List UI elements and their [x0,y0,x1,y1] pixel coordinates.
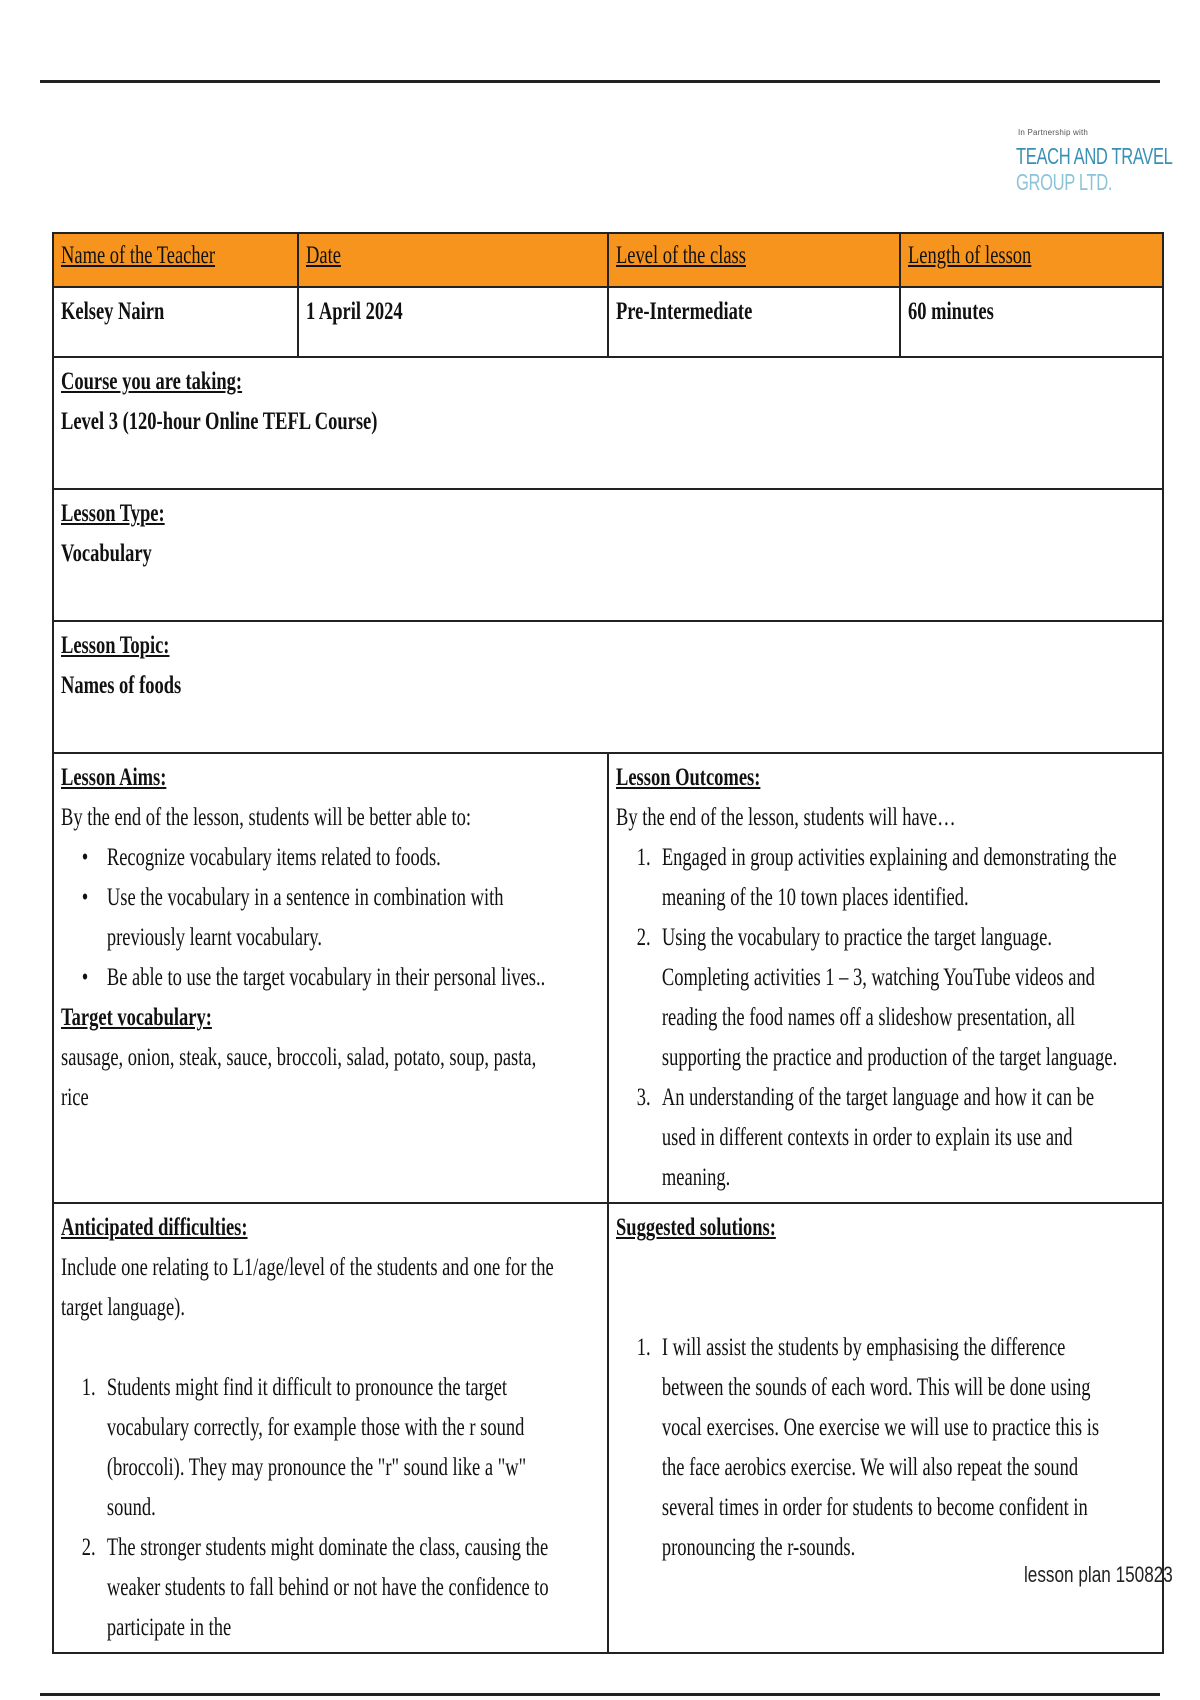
length-header-cell [900,233,1163,287]
date-cell [298,287,608,357]
course-value: Level 3 (120-hour Online TEFL Course) [61,408,378,435]
teacher-name: Kelsey Nairn [61,298,165,325]
course-cell [53,357,1163,489]
solutions-spacer [616,1288,1119,1328]
top-rule [40,80,1160,83]
difficulties-spacer [61,1328,564,1368]
aims-block [61,758,564,1118]
lesson-plan-table [52,232,1164,1654]
lesson-date: 1 April 2024 [306,298,403,325]
aims-list [61,838,564,998]
lesson-type-row [53,489,1163,621]
level-cell [608,287,900,357]
aims-intro: By the end of the lesson, students will be better able to: [61,804,472,831]
lesson-topic-value: Names of foods [61,672,182,699]
aims-item: • Use the vocabulary in a sentence in combination with previously learnt vocabulary. [107,878,564,958]
solutions-list [616,1328,1119,1568]
teacher-header-cell [53,233,298,287]
course-row [53,357,1163,489]
lesson-topic-row [53,621,1163,753]
date-header: Date [306,242,341,269]
lesson-topic-label: Lesson Topic: [61,632,170,659]
bottom-rule [40,1693,1160,1696]
difficulties-list [61,1368,564,1648]
teacher-header: Name of the Teacher [61,242,215,269]
difficulties-block [61,1208,564,1648]
info-row [53,287,1163,357]
difficulties-label: Anticipated difficulties: [61,1214,248,1241]
teacher-cell [53,287,298,357]
date-header-cell [298,233,608,287]
lesson-topic-cell [53,621,1163,753]
length-cell [900,287,1163,357]
length-header: Length of lesson [908,242,1032,269]
logo-brand-line2: GROUP LTD. [1016,169,1113,195]
difficulties-solutions-row [53,1203,1163,1653]
aims-outcomes-row [53,753,1163,1203]
solutions-block [616,1208,1119,1568]
outcomes-item: An understanding of the target language and how it can be used in different contexts in order to explain its use and meaning. [661,1084,1095,1191]
logo-brand-line1: TEACH AND TRAVEL [1016,143,1173,169]
outcomes-item: Engaged in group activities explaining and demonstrating the meaning of the 10 town places identified. [661,844,1117,911]
aims-item: • Be able to use the target vocabulary in their personal lives.. [107,958,564,998]
lesson-type-cell [53,489,1163,621]
difficulties-item: Students might find it difficult to pronounce the target vocabulary correctly, for example those with the r sound (broccoli). They may pronounce the "r" sound like a "w" sound. [106,1374,527,1521]
outcomes-list [616,838,1119,1198]
aims-cell [53,753,608,1203]
outcomes-block [616,758,1119,1198]
lesson-type-label: Lesson Type: [61,500,165,527]
aims-item: • Recognize vocabulary items related to foods. [107,838,564,878]
lesson-type-value: Vocabulary [61,540,152,567]
partner-logo [1016,128,1173,195]
aims-label: Lesson Aims: [61,764,167,791]
difficulties-cell [53,1203,608,1653]
difficulties-intro: Include one relating to L1/age/level of the students and one for the target language). [61,1254,554,1321]
outcomes-label: Lesson Outcomes: [616,764,761,791]
header-row [53,233,1163,287]
level-header-cell [608,233,900,287]
solutions-spacer [616,1248,1119,1288]
target-vocabulary-value: sausage, onion, steak, sauce, broccoli, salad, potato, soup, pasta, rice [61,1044,537,1111]
target-vocabulary-label: Target vocabulary: [61,1004,212,1031]
outcomes-item: Using the vocabulary to practice the target language. Completing activities 1 – 3, watching YouTube videos and reading the food names off a slideshow presentation, all supporting the practice and production of the target language. [661,924,1118,1071]
class-level: Pre-Intermediate [616,298,753,325]
difficulties-item: The stronger students might dominate the class, causing the weaker students to fall behind or not have the confidence to participate in the [106,1534,549,1641]
course-label: Course you are taking: [61,368,243,395]
level-header: Level of the class [616,242,746,269]
solutions-label: Suggested solutions: [616,1214,776,1241]
solutions-item: I will assist the students by emphasising the difference between the sounds of each word. This will be done using vocal exercises. One exercise we will use to practice this is the face aerobics exercise. We will also repeat the sound several times in order for students to become confident in pronouncing the r-sounds. [661,1334,1100,1561]
outcomes-intro: By the end of the lesson, students will have… [616,804,956,831]
logo-partnership-text: In Partnership with [1018,128,1089,137]
lesson-length: 60 minutes [908,298,994,325]
outcomes-cell [608,753,1163,1203]
footer-note: lesson plan 150823 [1024,1562,1173,1587]
